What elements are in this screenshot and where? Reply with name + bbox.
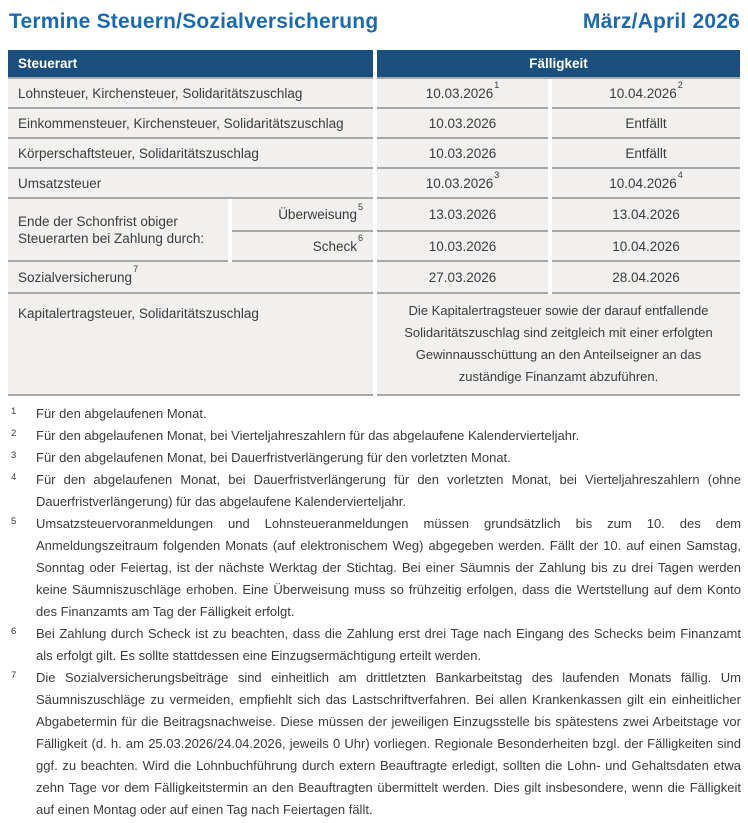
kapitalertrag-note-cell bbox=[377, 294, 740, 396]
footnote-ref: 2 bbox=[677, 80, 683, 90]
due-date-march: 13.03.2026 bbox=[428, 207, 497, 222]
payment-method-cell bbox=[232, 199, 373, 232]
footnote-ref: 6 bbox=[357, 233, 363, 243]
due-date-march: 10.03.2026 bbox=[428, 238, 497, 254]
page-period: März/April 2026 bbox=[582, 10, 740, 33]
payment-method-cell bbox=[232, 232, 373, 262]
due-date-march: 10.03.2026 bbox=[428, 145, 497, 161]
kapitalertrag-note: Die Kapitalertragsteuer sowie der darauf entfallende Solidaritätszuschlag sind zeitgleich mit einer erfolgten Gewinnausschüttung an den Anteilseigner an das zuständige Finanzamt abzuführen. bbox=[404, 303, 713, 384]
tax-type-label: Einkommensteuer, Kirchensteuer, Solidaritätszuschlag bbox=[18, 115, 344, 131]
footnote bbox=[8, 667, 741, 821]
footnote-ref: 3 bbox=[494, 170, 500, 180]
due-date-march: 27.03.2026 bbox=[428, 269, 497, 285]
due-date-march-cell bbox=[377, 262, 548, 294]
schonfrist-row-group bbox=[8, 199, 741, 262]
footnote-number: 4 bbox=[11, 472, 17, 483]
due-date-april-cell bbox=[552, 232, 740, 262]
footnote bbox=[8, 403, 741, 425]
table-row bbox=[8, 262, 741, 294]
due-date-march-cell bbox=[377, 232, 548, 262]
due-date-april-cell bbox=[552, 262, 740, 294]
deadline-table bbox=[8, 50, 741, 396]
footnote-text: Für den abgelaufenen Monat, bei Vierteljahreszahlern für das abgelaufene Kalendervierteljahr. bbox=[36, 428, 580, 443]
tax-type-cell bbox=[8, 79, 373, 109]
due-date-april: 10.04.2026 bbox=[612, 238, 680, 254]
table-row bbox=[8, 109, 741, 139]
tax-type-cell bbox=[8, 139, 373, 169]
footnote-number: 2 bbox=[11, 428, 17, 439]
footnote-text: Die Sozialversicherungsbeiträge sind einheitlich am drittletzten Bankarbeitstag des laufenden Monats fällig. Um Säumniszuschläge zu vermeiden, empfiehlt sich das Lastschriftverfahren. Bei allen Krankenkassen gilt ein einheitlicher Abgabetermin für die Beitragsnachweise. Diese müssen der jeweiligen Einzugsstelle bis spätestens zwei Arbeitstage vor Fälligkeit (d. h. am 25.03.2026/24.04.2026, jeweils 0 Uhr) vorliegen. Regionale Besonderheiten bzgl. der Fälligkeiten sind ggf. zu beachten. Wird die Lohnbuchführung durch extern Beauftragte erledigt, sollten die Lohn- und Gehaltsdaten etwa zehn Tage vor dem Fälligkeitstermin an den Beauftragten übermittelt werden. Dies gilt insbesondere, wenn die Fälligkeit auf einen Montag oder auf einen Tag nach Feiertagen fällt. bbox=[36, 670, 741, 817]
tax-type-label: Lohnsteuer, Kirchensteuer, Solidaritätszuschlag bbox=[18, 85, 303, 101]
page-title: Termine Steuern/Sozialversicherung bbox=[9, 10, 379, 33]
due-date-march-cell bbox=[377, 199, 548, 232]
column-header-faelligkeit bbox=[377, 50, 740, 79]
tax-type-label: Kapitalertragsteuer, Solidaritätszuschlag bbox=[18, 306, 259, 321]
footnote bbox=[8, 425, 741, 447]
due-date-april-cell bbox=[552, 139, 740, 169]
footnote-text: Für den abgelaufenen Monat, bei Dauerfristverlängerung für den vorletzten Monat. bbox=[36, 450, 511, 465]
schonfrist-label-cell bbox=[8, 199, 228, 262]
footnotes-section bbox=[8, 403, 741, 821]
due-date-april: 13.04.2026 bbox=[612, 207, 680, 222]
footnote-text: Für den abgelaufenen Monat, bei Dauerfristverlängerung für den vorletzten Monat, bei Vierteljahreszahlern (ohne Dauerfristverlängerung) für das abgelaufene Kalendervierteljahr. bbox=[36, 472, 741, 509]
footnote-number: 5 bbox=[11, 516, 17, 527]
footnote-ref: 5 bbox=[357, 201, 363, 212]
due-date-march-cell bbox=[377, 139, 548, 169]
due-date-march: 10.03.2026 bbox=[428, 115, 497, 131]
table-row bbox=[8, 79, 741, 109]
due-date-april-cell bbox=[552, 79, 740, 109]
due-date-april-cell bbox=[552, 169, 740, 199]
tax-type-cell bbox=[8, 109, 373, 139]
kapitalertrag-row bbox=[8, 294, 741, 396]
due-date-april: Entfällt bbox=[625, 145, 667, 161]
due-date-march-cell bbox=[377, 109, 548, 139]
table-row bbox=[8, 169, 741, 199]
due-date-april: Entfällt bbox=[625, 115, 667, 131]
footnote bbox=[8, 469, 741, 513]
footnote-ref: 1 bbox=[494, 80, 500, 90]
footnote-text: Umsatzsteuervoranmeldungen und Lohnsteueranmeldungen müssen grundsätzlich bis zum 10. des dem Anmeldungszeitraum folgenden Monats (auf elektronischem Weg) abgegeben werden. Fällt der 10. auf einen Samstag, Sonntag oder Feiertag, ist der nächste Werktag der Stichtag. Bei einer Säumnis der Zahlung bis zu drei Tagen werden keine Säumniszuschläge erhoben. Eine Überweisung muss so frühzeitig erfolgen, dass die Wertstellung auf dem Konto des Finanzamts am Tag der Fälligkeit erfolgt. bbox=[36, 516, 741, 619]
footnote-number: 7 bbox=[11, 670, 17, 681]
column-header-label: Fälligkeit bbox=[529, 56, 588, 71]
due-date-april: 28.04.2026 bbox=[612, 269, 680, 285]
due-date-april-cell bbox=[552, 199, 740, 232]
tax-type-cell bbox=[8, 262, 373, 294]
footnote-number: 3 bbox=[11, 450, 17, 461]
tax-type-cell bbox=[8, 169, 373, 199]
tax-type-label: Sozialversicherung bbox=[18, 269, 133, 285]
footnote-text: Bei Zahlung durch Scheck ist zu beachten, dass die Zahlung erst drei Tage nach Eingang des Schecks beim Finanzamt als erfolgt gilt. Es sollte stattdessen eine Einzugsermächtigung erteilt werden. bbox=[36, 626, 741, 663]
footnote-ref: 7 bbox=[133, 264, 139, 274]
due-date-march: 10.03.2026 bbox=[425, 85, 494, 101]
footnote-number: 6 bbox=[11, 626, 17, 637]
due-date-april: 10.04.2026 bbox=[609, 85, 677, 101]
due-date-march: 10.03.2026 bbox=[425, 175, 494, 191]
column-header-steuerart bbox=[8, 50, 373, 79]
footnote-text: Für den abgelaufenen Monat. bbox=[36, 406, 207, 421]
schonfrist-label: Ende der Schonfrist obiger Steuerarten bei Zahlung durch: bbox=[18, 213, 205, 246]
due-date-march-cell bbox=[377, 79, 548, 109]
footnote-ref: 4 bbox=[677, 170, 683, 180]
column-header-label: Steuerart bbox=[18, 56, 78, 71]
payment-method-label: Überweisung bbox=[278, 207, 357, 222]
due-date-march-cell bbox=[377, 169, 548, 199]
due-date-april-cell bbox=[552, 109, 740, 139]
payment-method-label: Scheck bbox=[312, 238, 357, 254]
footnote bbox=[8, 623, 741, 667]
tax-type-label: Körperschaftsteuer, Solidaritätszuschlag bbox=[18, 145, 259, 161]
due-date-april: 10.04.2026 bbox=[609, 175, 677, 191]
tax-type-cell bbox=[8, 294, 373, 396]
table-row bbox=[8, 139, 741, 169]
table-header-row bbox=[8, 50, 741, 79]
footnote bbox=[8, 447, 741, 469]
tax-type-label: Umsatzsteuer bbox=[18, 175, 102, 191]
footnote bbox=[8, 513, 741, 623]
footnote-number: 1 bbox=[11, 406, 17, 417]
title-bar bbox=[8, 8, 741, 34]
